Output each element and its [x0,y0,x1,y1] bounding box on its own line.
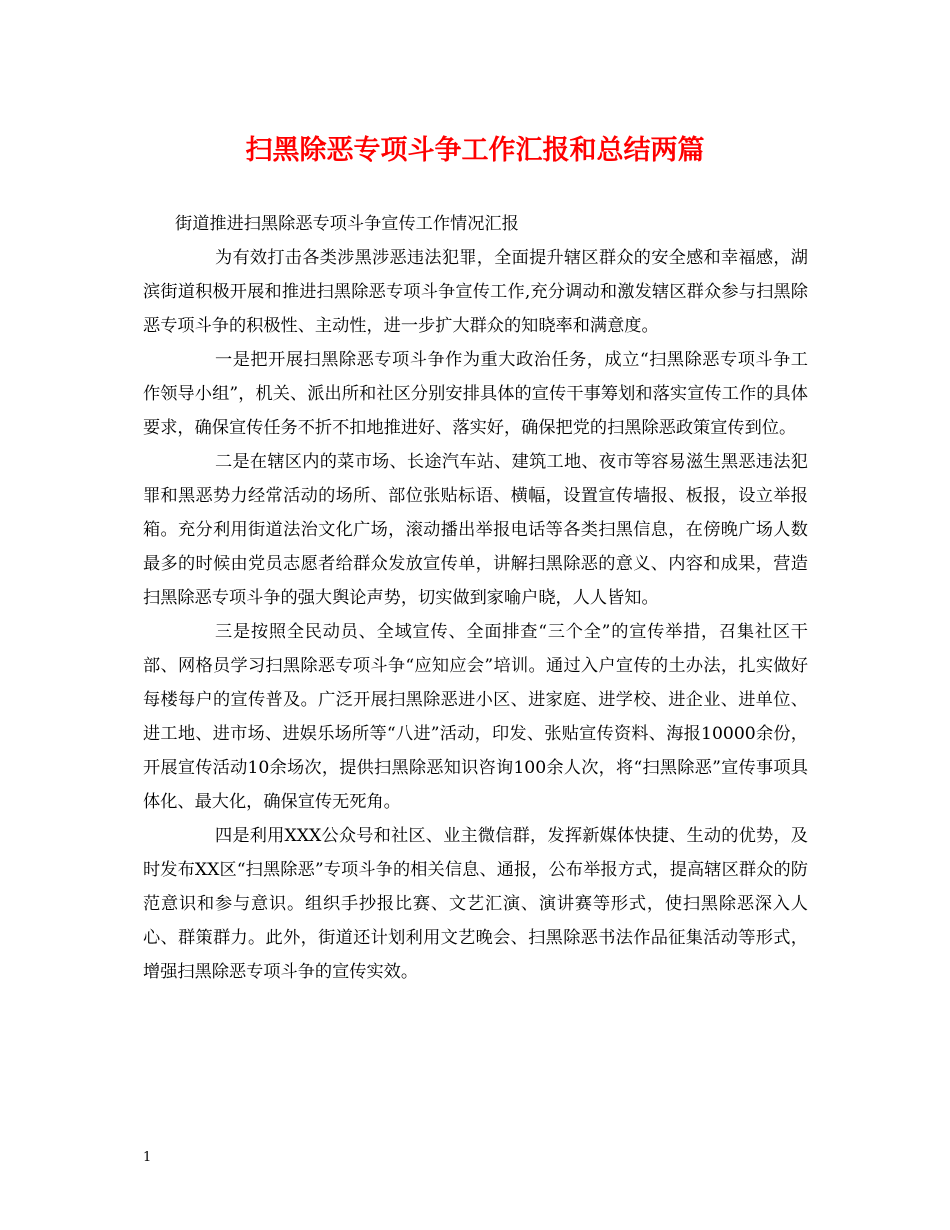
document-body [143,207,808,989]
paragraph-point-two: 二是在辖区内的菜市场、长途汽车站、建筑工地、夜市等容易滋生黑恶违法犯罪和黑恶势力经常活动的场所、部位张贴标语、横幅，设置宣传墙报、板报，设立举报箱。充分利用街道法治文化广场，滚动播出举报电话等各类扫黑信息，在傍晚广场人数最多的时候由党员志愿者给群众发放宣传单，讲解扫黑除恶的意义、内容和成果，营造扫黑除恶专项斗争的强大舆论声势，切实做到家喻户晓，人人皆知。 [143,452,808,608]
section-subtitle: 街道推进扫黑除恶专项斗争宣传工作情况汇报 [175,214,519,234]
document-title: 扫黑除恶专项斗争工作汇报和总结两篇 [245,135,705,166]
paragraph-point-three: 三是按照全民动员、全域宣传、全面排查“三个全”的宣传举措，召集社区干部、网格员学习扫黑除恶专项斗争“应知应会”培训。通过入户宣传的土办法，扎实做好每楼每户的宣传普及。广泛开展扫黑除恶进小区、进家庭、进学校、进企业、进单位、进工地、进市场、进娱乐场所等“八进”活动，印发、张贴宣传资料、海报10000余份，开展宣传活动10余场次，提供扫黑除恶知识咨询100余人次，将“扫黑除恶”宣传事项具体化、最大化，确保宣传无死角。 [143,622,808,812]
paragraph-point-one: 一是把开展扫黑除恶专项斗争作为重大政治任务，成立“扫黑除恶专项斗争工作领导小组”，机关、派出所和社区分别安排具体的宣传干事筹划和落实宣传工作的具体要求，确保宣传任务不折不扣地推进好、落实好，确保把党的扫黑除恶政策宣传到位。 [143,350,808,438]
paragraph-intro: 为有效打击各类涉黑涉恶违法犯罪，全面提升辖区群众的安全感和幸福感，湖滨街道积极开展和推进扫黑除恶专项斗争宣传工作,充分调动和激发辖区群众参与扫黑除恶专项斗争的积极性、主动性，进一步扩大群众的知晓率和满意度。 [143,248,808,336]
page-number: 1 [143,1150,152,1165]
paragraph-point-four: 四是利用XXX公众号和社区、业主微信群，发挥新媒体快捷、生动的优势，及时发布XX区“扫黑除恶”专项斗争的相关信息、通报，公布举报方式，提高辖区群众的防范意识和参与意识。组织手抄报比赛、文艺汇演、演讲赛等形式，使扫黑除恶深入人心、群策群力。此外，街道还计划利用文艺晚会、扫黑除恶书法作品征集活动等形式，增强扫黑除恶专项斗争的宣传实效。 [143,826,808,982]
